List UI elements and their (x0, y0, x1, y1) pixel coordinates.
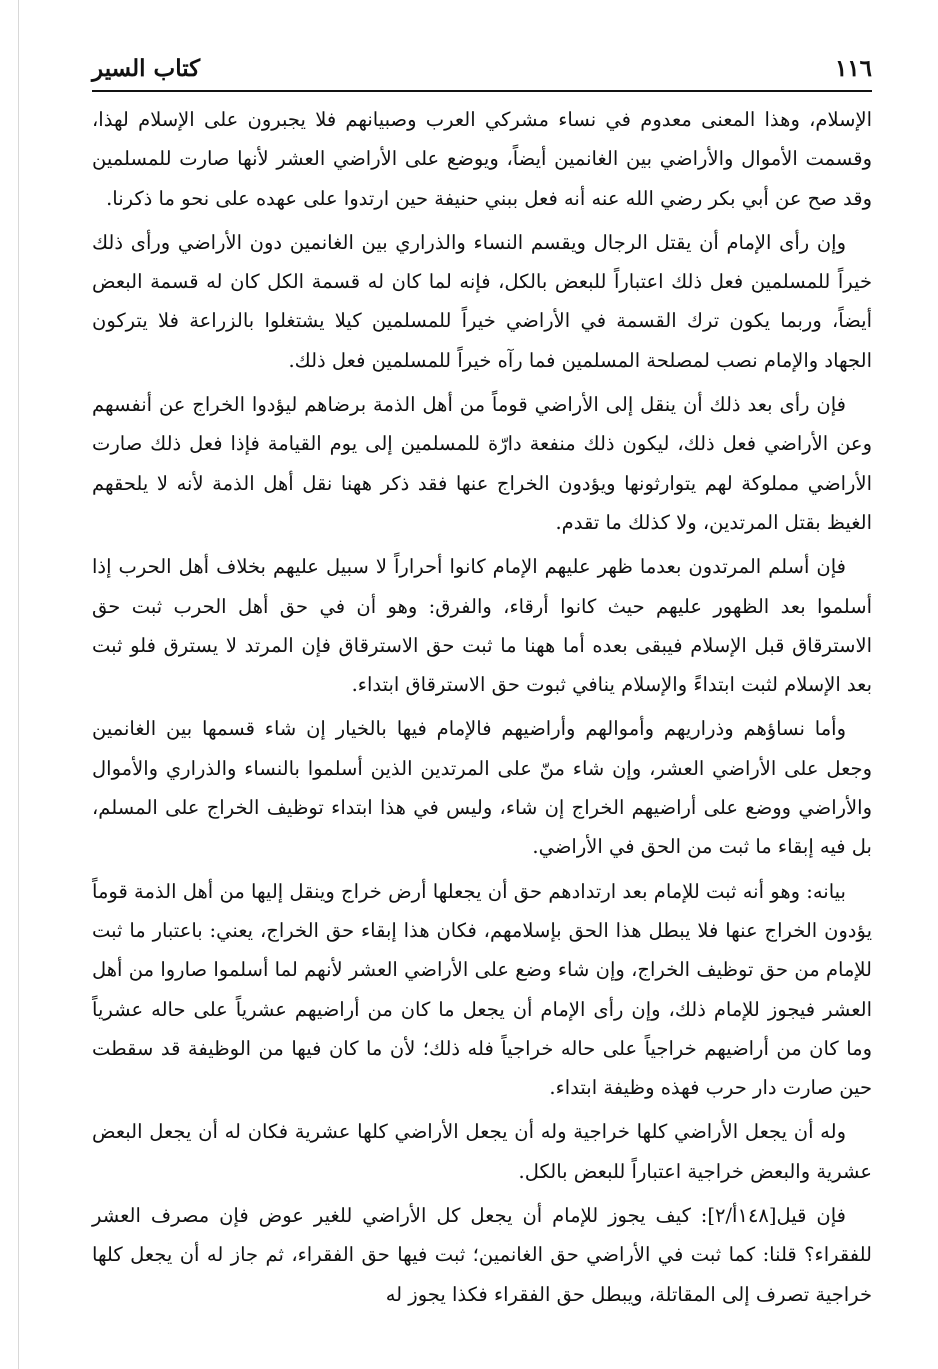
header-rule (92, 90, 872, 92)
page-number: ١١٦ (834, 55, 872, 82)
paragraph: فإن أسلم المرتدون بعدما ظهر عليهم الإمام كانوا أحراراً لا سبيل عليهم بخلاف أهل الحرب إذا أسلموا بعد الظهور عليهم حيث كانوا أرقاء، والفرق: وهو أن في حق أهل الحرب ثبت حق الاسترقاق قبل الإسلام فيبقى بعده أما ههنا ما ثبت حق الاسترقاق فإن المرتد لا يسترق فلو ثبت بعد الإسلام لثبت ابتداءً والإسلام ينافي ثبوت حق الاسترقاق ابتداء. (92, 555, 872, 697)
paragraph: فإن قيل[١٤٨أ/٢]: كيف يجوز للإمام أن يجعل كل الأراضي للغير عوض فإن مصرف العشر للفقراء؟ قلنا: كما ثبت في الأراضي حق الغانمين؛ ثبت فيها حق الفقراء، ثم جاز له أن يجعل كلها خراجية تصرف إلى المقاتلة، ويبطل حق الفقراء فكذا يجوز له (92, 1204, 872, 1306)
paragraph: بيانه: وهو أنه ثبت للإمام بعد ارتدادهم حق أن يجعلها أرض خراج وينقل إليها من أهل الذمة قوماً يؤدون الخراج عنها فلا يبطل هذا الحق بإسلامهم، فكان هذا إبقاء حق الخراج، يعني: باعتبار ما ثبت للإمام من حق توظيف الخراج، وإن شاء وضع على الأراضي العشر لأنهم لما أسلموا صاروا من أهل العشر فيجوز للإمام ذلك، وإن رأى الإمام أن يجعل ما كان من أراضيهم عشرياً على حاله عشرياً وما كان من أراضيهم خراجياً على حاله خراجياً فله ذلك؛ لأن ما كان فيها من الوظيفة قد سقطت حين صارت دار حرب فهذه وظيفة ابتداء. (92, 879, 872, 1100)
paragraph: الإسلام، وهذا المعنى معدوم في نساء مشركي العرب وصبيانهم فلا يجبرون على الإسلام لهذا، وقسمت الأموال والأراضي بين الغانمين أيضاً، ويوضع على الأراضي العشر لأنها صارت للمسلمين وقد صح عن أبي بكر رضي الله عنه أنه فعل ببني حنيفة حين ارتدوا على عهده على نحو ما ذكرنا. (92, 108, 872, 210)
paragraph: وله أن يجعل الأراضي كلها خراجية وله أن يجعل الأراضي كلها عشرية فكان له أن يجعل البعض عشرية والبعض خراجية اعتباراً للبعض بالكل. (92, 1120, 872, 1183)
paragraph: وأما نساؤهم وذراريهم وأموالهم وأراضيهم فالإمام فيها بالخيار إن شاء قسمها بين الغانمين وجعل على الأراضي العشر، وإن شاء منّ على المرتدين الذين أسلموا بالنساء والذراري والأموال والأراضي ووضع على أراضيهم الخراج إن شاء، وليس في هذا ابتداء توظيف الخراج على المسلم، بل فيه إبقاء ما ثبت من الحق في الأراضي. (92, 717, 872, 859)
paragraph: فإن رأى بعد ذلك أن ينقل إلى الأراضي قوماً من أهل الذمة برضاهم ليؤدوا الخراج عن أنفسهم وعن الأراضي فعل ذلك، ليكون ذلك منفعة دارّة للمسلمين إلى يوم القيامة فإذا فعل ذلك صارت الأراضي مملوكة لهم يتوارثونها ويؤدون الخراج عنها فقد ذكر ههنا نقل أهل الذمة لأنه لا يلحقهم الغيظ بقتل المرتدين، ولا كذلك ما تقدم. (92, 393, 872, 534)
paragraph: وإن رأى الإمام أن يقتل الرجال ويقسم النساء والذراري بين الغانمين دون الأراضي ورأى ذلك خيراً للمسلمين فعل ذلك اعتباراً للبعض بالكل، فإنه لما كان له قسمة الكل كان له قسمة البعض أيضاً، وربما يكون ترك القسمة في الأراضي خيراً للمسلمين كيلا يشتغلوا بالزراعة فلا يتركون الجهاد والإمام نصب لمصلحة المسلمين فما رآه خيراً للمسلمين فعل ذلك. (92, 230, 872, 372)
page-edge-line (18, 0, 19, 1369)
body-text (92, 100, 872, 1349)
book-title: كتاب السير (92, 55, 201, 82)
running-head (92, 40, 872, 84)
